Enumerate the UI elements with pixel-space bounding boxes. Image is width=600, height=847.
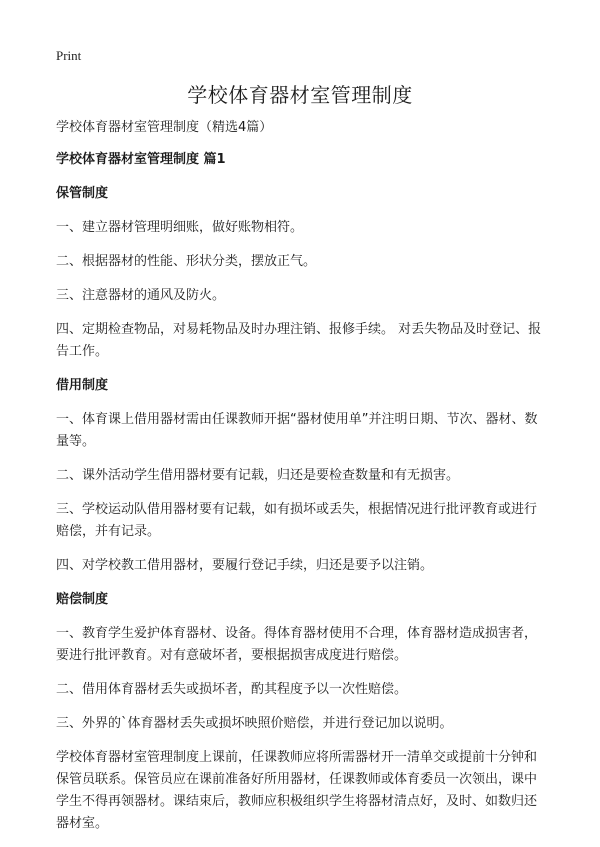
section-heading-borrowing: 借用制度 <box>56 378 109 393</box>
paragraph: 二、借用体育器材丢失或损坏者，酌其程度予以一次性赔偿。 <box>56 682 408 697</box>
section-heading-storage: 保管制度 <box>56 186 109 201</box>
document-body <box>56 117 544 847</box>
paragraph: 一、教育学生爱护体育器材、设备。得体育器材使用不合理，体育器材造成损害者，要进行批评教育。对有意破坏者，要根据损害成度进行赔偿。 <box>56 626 538 663</box>
document-title: 学校体育器材室管理制度 <box>187 83 413 107</box>
paragraph: 三、注意器材的通风及防火。 <box>56 288 226 303</box>
print-link[interactable]: Print <box>56 48 82 63</box>
paragraph: 二、根据器材的性能、形状分类，摆放正气。 <box>56 254 317 269</box>
paragraph: 一、建立器材管理明细账，做好账物相符。 <box>56 220 304 235</box>
paragraph: 三、学校运动队借用器材要有记载，如有损坏或丢失，根据情况进行批评教育或进行赔偿，并有记录。 <box>56 502 538 539</box>
document-subtitle: 学校体育器材室管理制度（精选4篇） <box>56 120 273 135</box>
paragraph: 三、外界的`体育器材丢失或损坏映照价赔偿，并进行登记加以说明。 <box>56 716 453 731</box>
paragraph: 四、定期检查物品，对易耗物品及时办理注销、报修手续。 对丢失物品及时登记、报告工作。 <box>56 322 542 359</box>
paragraph: 一、体育课上借用器材需由任课教师开据“器材使用单”并注明日期、节次、器材、数量等。 <box>56 412 538 449</box>
section-heading-compensation: 赔偿制度 <box>56 592 109 607</box>
paragraph: 二、课外活动学生借用器材要有记载，归还是要检查数量和有无损害。 <box>56 468 460 483</box>
closing-paragraph: 学校体育器材室管理制度上课前，任课教师应将所需器材开一清单交或提前十分钟和保管员联系。保管员应在课前准备好所用器材，任课教师或体育委员一次领出，课中学生不得再领器材。课结束后，教师应积极组织学生将器材清点好，及时、如数归还器材室。 <box>56 750 538 831</box>
article-heading: 学校体育器材室管理制度 篇1 <box>56 152 226 167</box>
paragraph: 四、对学校教工借用器材，要履行登记手续，归还是要予以注销。 <box>56 558 434 573</box>
